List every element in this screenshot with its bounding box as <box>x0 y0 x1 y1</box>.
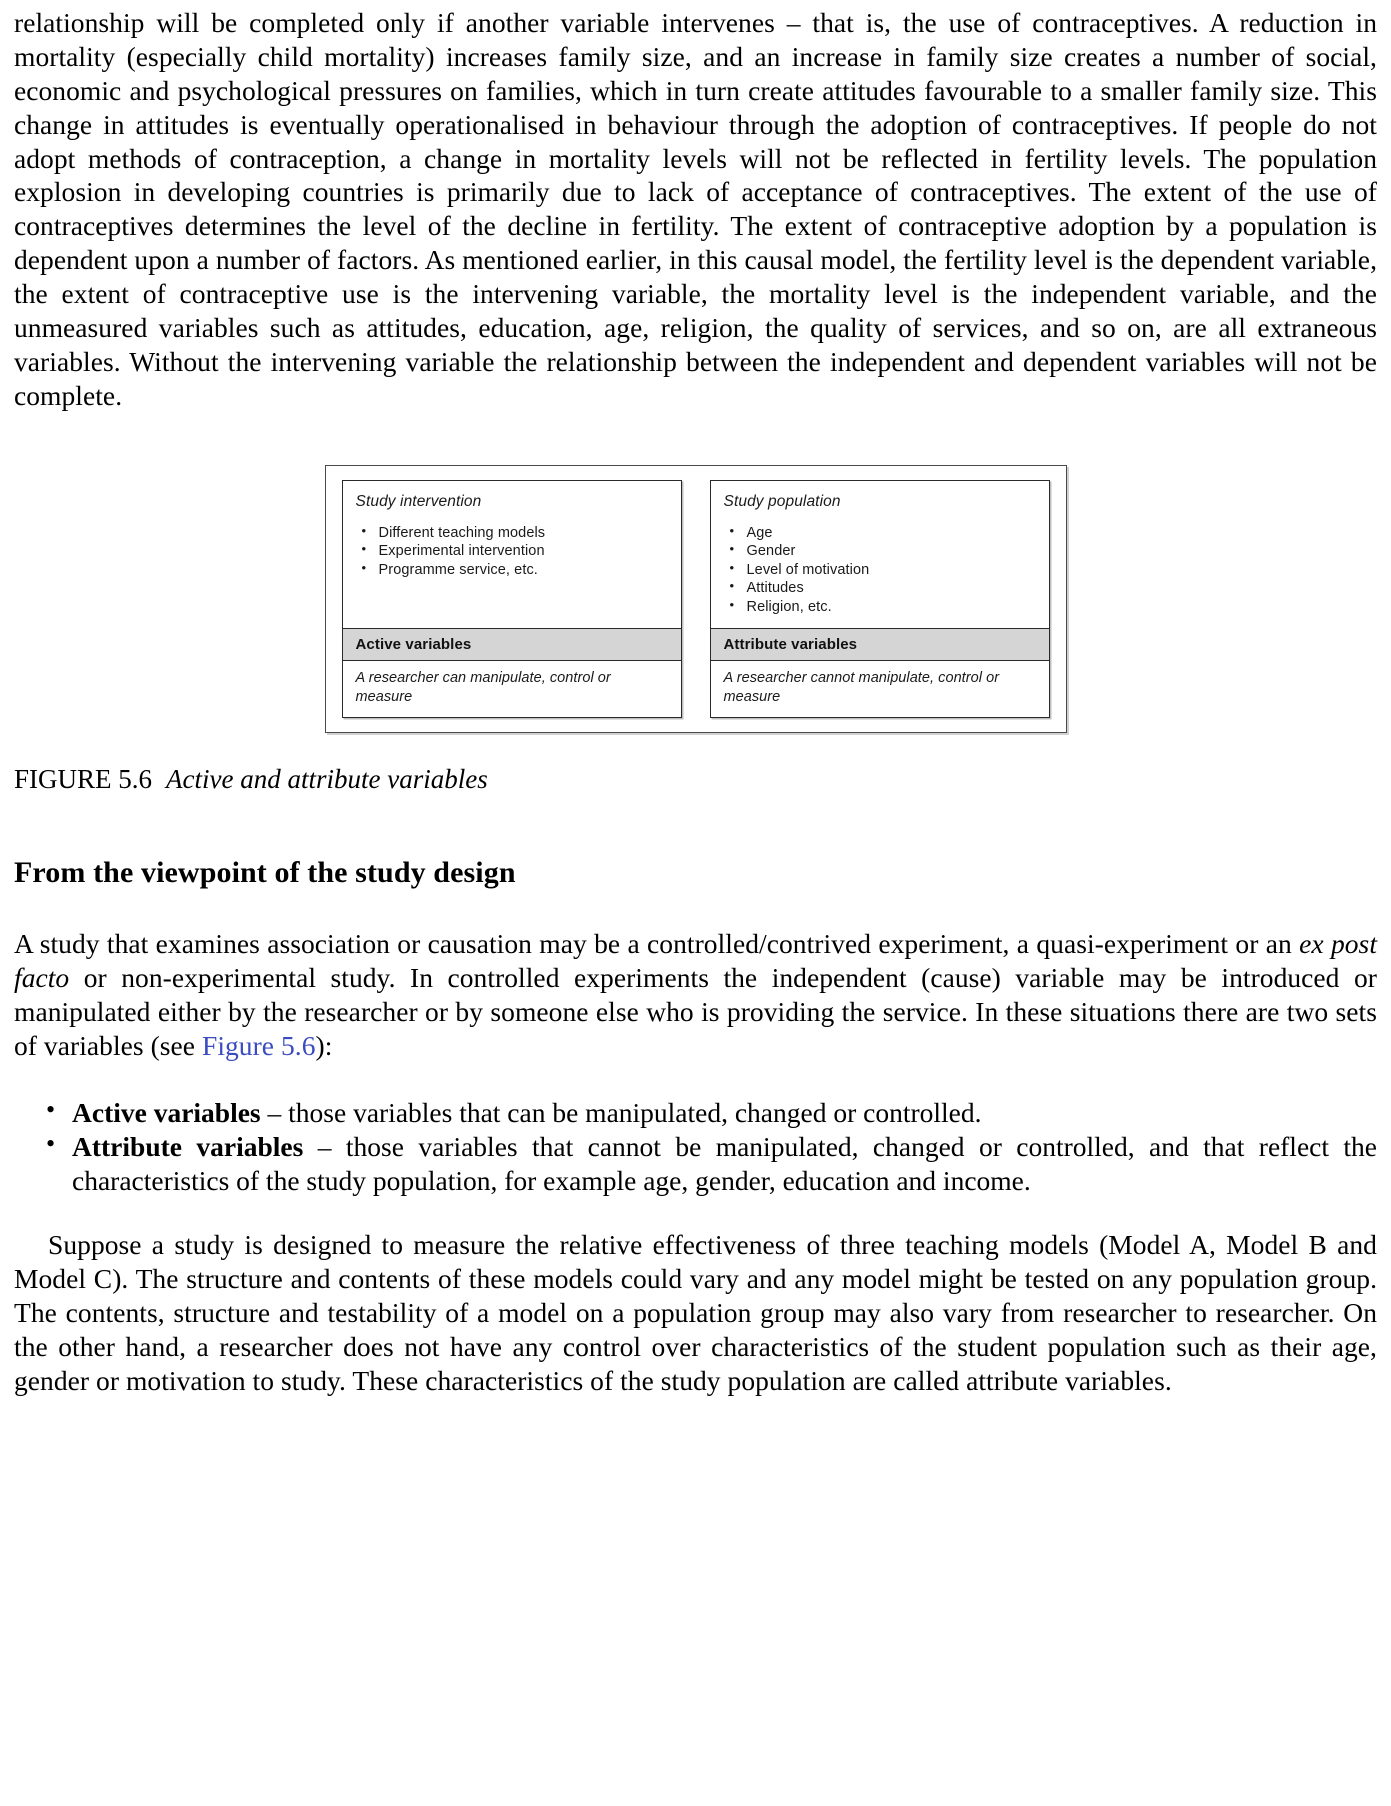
figure-box-footer: A researcher can manipulate, control or measure <box>355 669 611 705</box>
figure-box-body <box>343 481 681 629</box>
figure-caption-text: Active and attribute variables <box>166 763 488 794</box>
figure-caption-label: FIGURE 5.6 <box>14 763 153 794</box>
list-item-active-variables <box>14 1096 1377 1130</box>
list-item: • Experimental intervention <box>356 542 668 561</box>
list-item: • Religion, etc. <box>724 598 1036 617</box>
figure-caption <box>14 763 1377 795</box>
figure-box-footer: A researcher cannot manipulate, control or measure <box>723 669 1000 705</box>
document-page <box>0 6 1391 1806</box>
list-item: • Gender <box>724 542 1036 561</box>
list-item-rest: – those variables that can be manipulated, changed or controlled. <box>260 1097 982 1129</box>
paragraph-part-b: or non-experimental study. In controlled experiments the independent (cause) variable may be introduced or manipulated either by the researcher or by someone else who is providing the service. In these situations there are two sets of variables (see <box>14 961 1377 1061</box>
variable-types-list <box>14 1096 1377 1198</box>
list-item: • Different teaching models <box>356 524 668 543</box>
figure-box-list <box>724 524 1036 617</box>
figure-box-title: Study population <box>723 492 841 510</box>
list-item-attribute-variables <box>14 1130 1377 1198</box>
figure-box-band-label: Attribute variables <box>711 629 1049 661</box>
paragraph-study-design <box>14 927 1377 1063</box>
figure-box-study-intervention <box>342 480 682 718</box>
list-item-lead: Active variables <box>72 1097 261 1129</box>
figure-box-study-population <box>710 480 1050 718</box>
figure-5-6 <box>14 465 1377 733</box>
figure-box-list <box>356 524 668 580</box>
figure-box-band-label: Active variables <box>343 629 681 661</box>
figure-outer-frame <box>325 465 1067 733</box>
paragraph-teaching-models: Suppose a study is designed to measure the relative effectiveness of three teaching models (Model A, Model B and Model C). The structure and contents of these models could vary and any model might be tested on any population group. The contents, structure and testability of a model on a population group may also vary from researcher to researcher. On the other hand, a researcher does not have any control over characteristics of the student population such as their age, gender or motivation to study. These characteristics of the study population are called attribute variables. <box>14 1229 1377 1396</box>
list-item-lead: Attribute variables <box>72 1131 304 1163</box>
paragraph-intro: relationship will be completed only if another variable intervenes – that is, the use of contraceptives. A reduction in mortality (especially child mortality) increases family size, and an increase in family size creates a number of social, economic and psychological pressures on families, which in turn create attitudes favourable to a smaller family size. This change in attitudes is eventually operationalised in behaviour through the adoption of contraceptives. If people do not adopt methods of contraception, a change in mortality levels will not be reflected in fertility levels. The population explosion in developing countries is primarily due to lack of acceptance of contraceptives. The extent of the use of contraceptives determines the level of the decline in fertility. The extent of contraceptive adoption by a population is dependent upon a number of factors. As mentioned earlier, in this causal model, the fertility level is the dependent variable, the extent of contraceptive use is the intervening variable, the mortality level is the independent variable, and the unmeasured variables such as attitudes, education, age, religion, the quality of services, and so on, are all extraneous variables. Without the intervening variable the relationship between the independent and dependent variables will not be complete. <box>14 7 1377 411</box>
figure-cross-reference-link[interactable]: Figure 5.6 <box>201 1029 316 1061</box>
paragraph-part-c: ): <box>315 1029 333 1061</box>
section-heading: From the viewpoint of the study design <box>14 855 516 889</box>
list-item-rest: – those variables that cannot be manipulated, changed or controlled, and that reflect the characteristics of the study population, for example age, gender, education and income. <box>72 1131 1377 1197</box>
paragraph-italic-term: ex post facto <box>14 927 1378 993</box>
list-item: • Programme service, etc. <box>356 561 668 580</box>
paragraph-part-a: A study that examines association or causation may be a controlled/contrived experiment, a quasi-experiment or an <box>14 927 1300 959</box>
list-item: • Attitudes <box>724 579 1036 598</box>
list-item: • Age <box>724 524 1036 543</box>
figure-box-body <box>711 481 1049 629</box>
list-item: • Level of motivation <box>724 561 1036 580</box>
figure-box-title: Study intervention <box>355 492 482 510</box>
